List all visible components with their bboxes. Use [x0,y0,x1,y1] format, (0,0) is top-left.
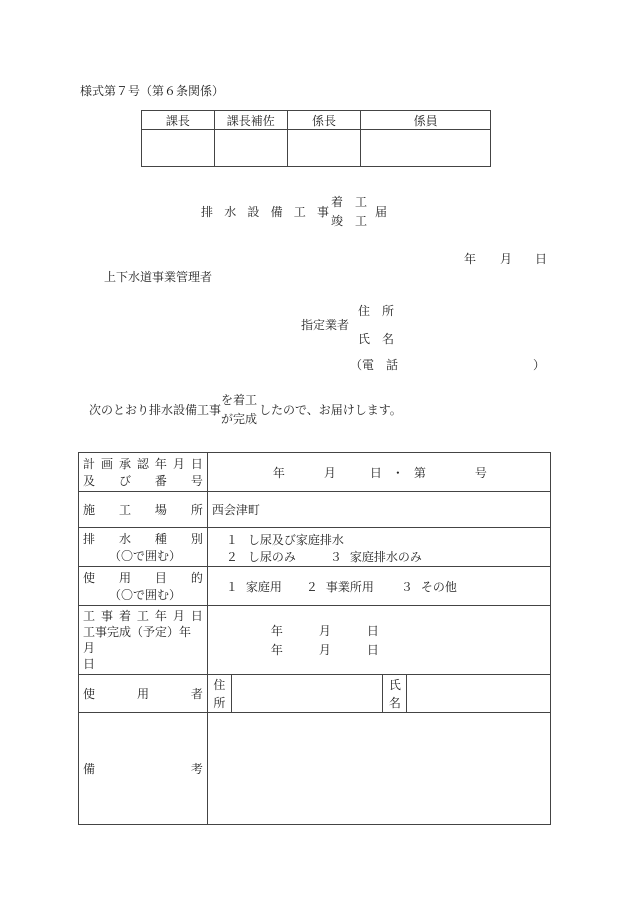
table-row-construction-dates [79,606,551,675]
date-year-label: 年 [464,252,477,266]
stamp-header-subsection-chief: 係長 [287,111,361,130]
approval-label: 計 画 承 認 年 月 日 及 び 番 号 [79,453,208,492]
construction-dates-label: 工 事 着 工 年 月 日 工事完成（予定）年月 日 [79,606,208,675]
title-option-start: 着 工 [331,195,368,209]
stamp-box-subsection-chief[interactable] [287,130,361,167]
applicant-role: 指定業者 [301,318,350,332]
statement-option-start: を着工 [221,393,258,407]
stamp-header-deputy-chief: 課長補佐 [214,111,287,130]
stamp-header-staff: 係員 [361,111,491,130]
drainage-option-2-number[interactable]: ２ [225,550,238,564]
table-row-drainage-type [79,528,551,567]
drainage-option-1[interactable]: し尿及び家庭排水 [247,533,344,547]
purpose-option-3-number[interactable]: ３ [400,580,413,594]
document-title: 排 水 設 備 工 事 [201,205,329,219]
drainage-option-1-number[interactable]: １ [225,533,238,547]
drainage-type-options [207,528,550,567]
purpose-option-2-number[interactable]: ２ [305,580,318,594]
purpose-option-2[interactable]: 事業所用 [325,580,374,594]
purpose-label: 使 用 目 的 （〇で囲む） [79,567,208,606]
drainage-type-note: （〇で囲む） [109,549,182,563]
approval-stamp-table [141,110,491,167]
form-number: 様式第７号（第６条関係） [80,84,225,98]
remarks-field[interactable] [207,713,550,825]
addressee: 上下水道事業管理者 [104,270,213,284]
title-suffix: 届 [375,205,388,219]
complete-day-label: 日 [366,643,379,657]
drainage-type-label: 排 水 種 別 （〇で囲む） [79,528,208,567]
purpose-option-3[interactable]: その他 [420,580,457,594]
purpose-option-1-number[interactable]: １ [225,580,238,594]
approval-value[interactable]: 年 月 日 ・ 第 号 [207,453,550,492]
purpose-option-1[interactable]: 家庭用 [245,580,282,594]
drainage-option-2[interactable]: し尿のみ [247,550,296,564]
statement-option-complete: が完成 [221,412,258,426]
date-day-label: 日 [535,252,548,266]
applicant-name-label: 氏 名 [358,332,395,346]
construction-dates-value[interactable] [207,606,550,675]
location-value[interactable]: 西会津町 [207,492,550,528]
date-month-label: 月 [500,252,513,266]
user-address-field[interactable] [231,675,383,713]
remarks-label: 備 考 [79,713,208,825]
statement-suffix: したので、お届けします。 [259,403,402,417]
user-name-field[interactable] [407,675,551,713]
user-address-label: 住 所 [207,675,231,713]
table-row-remarks [79,713,551,825]
applicant-phone-close: ） [533,358,546,372]
stamp-box-staff[interactable] [361,130,491,167]
start-year-label: 年 [270,624,283,638]
start-day-label: 日 [366,624,379,638]
table-row-user [79,675,551,713]
user-label: 使 用 者 [79,675,208,713]
purpose-options [207,567,550,606]
purpose-note: （〇で囲む） [109,588,182,602]
title-option-complete: 竣 工 [331,214,368,228]
statement-prefix: 次のとおり排水設備工事 [89,403,222,417]
stamp-box-section-chief[interactable] [142,130,215,167]
construction-details-table [78,452,551,825]
applicant-phone-open: （電 話 [350,358,399,372]
complete-month-label: 月 [318,643,331,657]
table-row-approval [79,453,551,492]
drainage-option-3[interactable]: 家庭排水のみ [349,550,422,564]
table-row-location [79,492,551,528]
complete-year-label: 年 [270,643,283,657]
drainage-option-3-number[interactable]: ３ [329,550,342,564]
start-month-label: 月 [318,624,331,638]
applicant-address-label: 住 所 [358,304,395,318]
stamp-header-section-chief: 課長 [142,111,215,130]
location-label: 施 工 場 所 [79,492,208,528]
stamp-box-deputy-chief[interactable] [214,130,287,167]
table-row-purpose [79,567,551,606]
user-name-label: 氏 名 [383,675,407,713]
